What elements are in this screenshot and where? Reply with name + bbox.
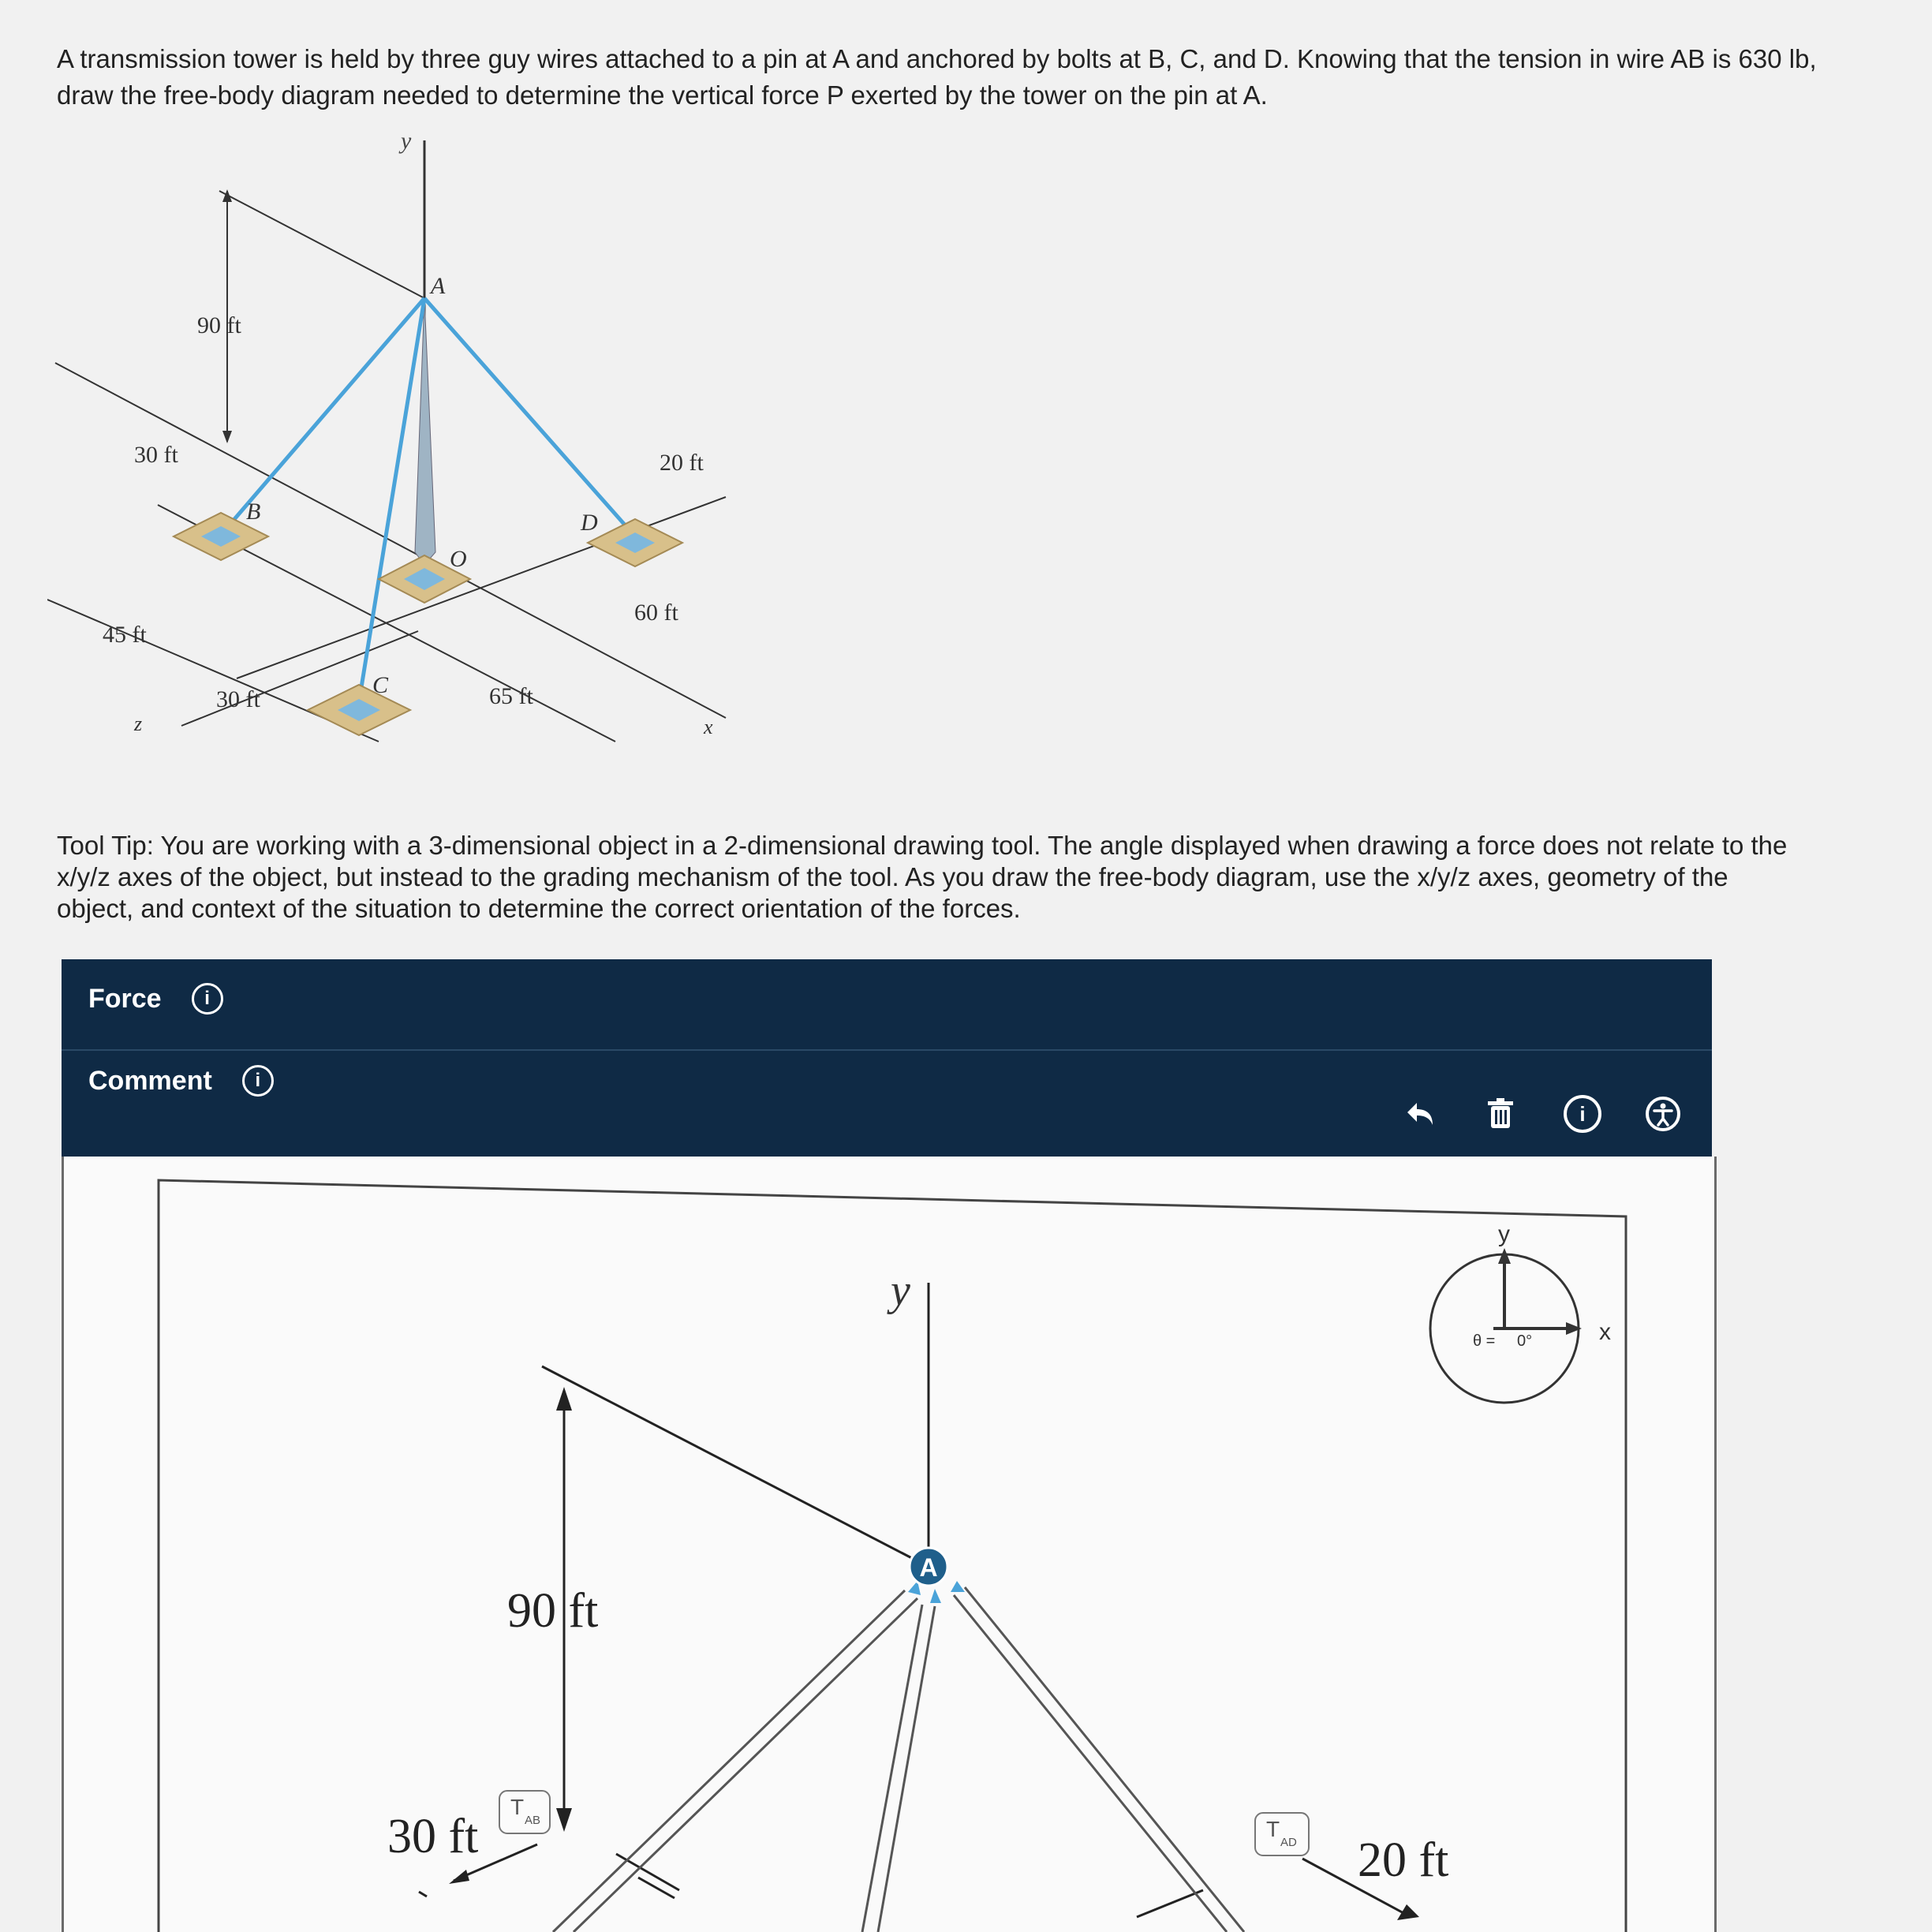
comment-tool[interactable] bbox=[88, 1065, 274, 1097]
accessibility-button[interactable] bbox=[1642, 1093, 1683, 1134]
force-tool-label: Force bbox=[88, 983, 162, 1014]
drawing-canvas[interactable] bbox=[62, 1157, 1717, 1932]
comment-info-icon[interactable]: i bbox=[242, 1065, 274, 1097]
tad-label[interactable] bbox=[1255, 1813, 1309, 1855]
compass-angle: 0° bbox=[1517, 1332, 1533, 1350]
fig-label-b: B bbox=[246, 499, 261, 525]
problem-statement: A transmission tower is held by three guy wires attached to a pin at A and anchored by bolts at B, C, and D. Knowing that the tension in wire AB is 630 lb, draw the free-body diagram needed to determine the vertical force P exerted by the tower on the pin at A. bbox=[57, 44, 1817, 110]
fig-dim-30a: 30 ft bbox=[134, 442, 178, 468]
fig-label-z: z bbox=[134, 712, 143, 735]
tower-figure bbox=[47, 126, 757, 773]
angle-compass bbox=[1430, 1221, 1611, 1403]
svg-text:T: T bbox=[510, 1795, 525, 1819]
fig-dim-60: 60 ft bbox=[634, 600, 678, 626]
comment-tool-label: Comment bbox=[88, 1065, 212, 1096]
fig-label-o: O bbox=[450, 546, 467, 572]
fig-label-a: A bbox=[431, 273, 446, 299]
canvas-wire-ac[interactable] bbox=[862, 1605, 935, 1932]
fig-base-d bbox=[588, 519, 682, 566]
compass-theta: θ = bbox=[1473, 1332, 1496, 1350]
fig-label-c: C bbox=[372, 672, 389, 698]
accessibility-icon bbox=[1644, 1095, 1682, 1133]
force-tool[interactable] bbox=[88, 983, 223, 1015]
canvas-wire-ad[interactable] bbox=[954, 1587, 1244, 1932]
fig-dim-20: 20 ft bbox=[660, 450, 704, 476]
fig-dim-65: 65 ft bbox=[489, 683, 533, 709]
svg-text:T: T bbox=[1266, 1817, 1280, 1841]
tab-label[interactable] bbox=[499, 1791, 550, 1833]
fig-label-d: D bbox=[581, 510, 598, 536]
fig-base-c bbox=[308, 685, 410, 735]
tool-tip: Tool Tip: You are working with a 3-dimensional object in a 2-dimensional drawing tool. The angle displayed when drawing a force does not relate to the x/y/z axes of the object, but instead to the grading mechanism of the tool. As you draw the free-body diagram, use the x/y/z axes, geometry of the object, and context of the situation to determine the correct orientation of the forces. bbox=[57, 831, 1788, 923]
compass-y-label: y bbox=[1498, 1221, 1510, 1247]
pin-a-label: A bbox=[919, 1553, 938, 1582]
force-info-icon[interactable]: i bbox=[192, 983, 223, 1015]
pin-a[interactable] bbox=[910, 1548, 947, 1586]
fig-label-x: x bbox=[704, 716, 713, 738]
fig-dim-45: 45 ft bbox=[103, 622, 147, 648]
help-button[interactable] bbox=[1562, 1093, 1603, 1134]
canvas-dim-90: 90 ft bbox=[507, 1584, 599, 1638]
fig-dim-90: 90 ft bbox=[197, 312, 241, 338]
svg-text:AD: AD bbox=[1280, 1836, 1297, 1849]
undo-icon bbox=[1406, 1097, 1441, 1131]
toolbar-divider bbox=[62, 1049, 1712, 1051]
canvas-wire-ab[interactable] bbox=[553, 1590, 917, 1932]
drawing-toolbar bbox=[62, 959, 1712, 1157]
canvas-y-label: y bbox=[891, 1266, 910, 1315]
fig-dim-30b: 30 ft bbox=[216, 686, 260, 712]
compass-x-label: x bbox=[1599, 1319, 1611, 1345]
trash-icon bbox=[1483, 1097, 1518, 1131]
canvas-dim-30: 30 ft bbox=[387, 1810, 479, 1863]
canvas-top-line bbox=[542, 1366, 929, 1567]
canvas-dim-20: 20 ft bbox=[1358, 1833, 1449, 1887]
svg-text:AB: AB bbox=[525, 1814, 541, 1827]
fig-wire-ad bbox=[424, 298, 635, 536]
delete-button[interactable] bbox=[1480, 1093, 1521, 1134]
fig-label-y: y bbox=[401, 128, 412, 154]
info-icon: i bbox=[1564, 1095, 1601, 1133]
undo-button[interactable] bbox=[1403, 1093, 1444, 1134]
